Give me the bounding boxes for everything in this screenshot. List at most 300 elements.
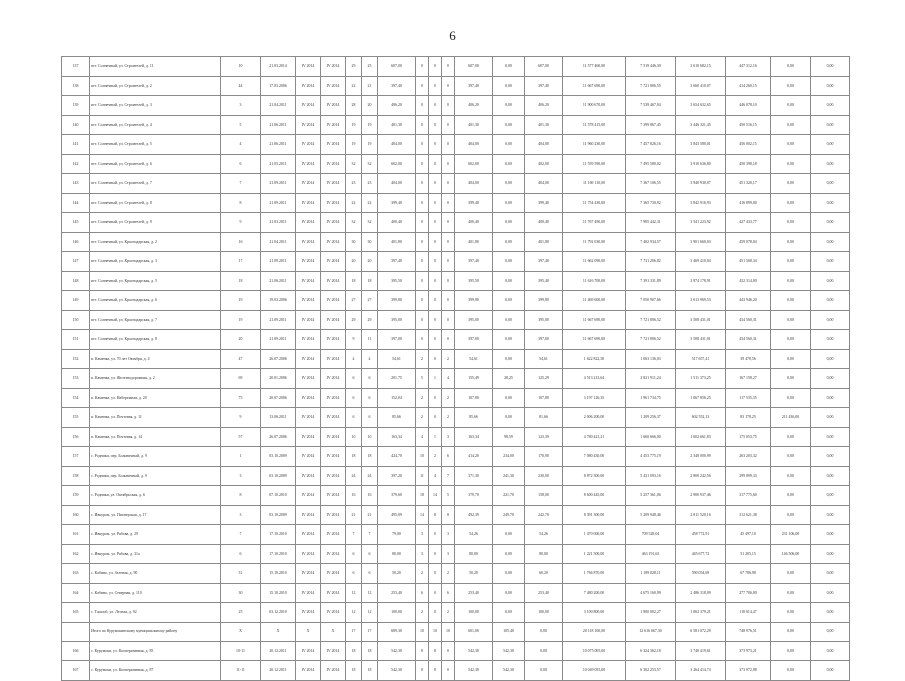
table-cell: 29 [362, 310, 378, 330]
table-cell: 1 221 500,00 [563, 544, 626, 564]
table-cell: 0 [429, 135, 442, 155]
table-cell: 10 075 005,00 [563, 641, 626, 661]
table-cell: 7 [362, 525, 378, 545]
table-cell [62, 622, 90, 641]
table-cell: 211 436,00 [771, 408, 811, 428]
table-cell: 79,00 [378, 525, 416, 545]
table-cell: 0 [442, 213, 455, 233]
table-cell: 2 006 200,00 [563, 408, 626, 428]
table-cell: 397,00 [378, 330, 416, 350]
table-cell: 17 [346, 622, 362, 641]
table-cell: 1 [429, 369, 442, 389]
table-cell: 0 [442, 154, 455, 174]
table-cell: 253,40 [525, 583, 563, 603]
table-cell: 100,00 [525, 603, 563, 623]
table-cell: 10 049 055,00 [563, 661, 626, 681]
table-cell: 167 158,27 [726, 369, 771, 389]
table-cell: 21.03.2011 [261, 213, 296, 233]
table-cell: 83 178,25 [726, 408, 771, 428]
table-cell: 0,00 [811, 310, 850, 330]
table-cell: 3 842 916,93 [676, 193, 726, 213]
table-cell: 21.09.2011 [261, 193, 296, 213]
table-cell: 50,20 [378, 564, 416, 584]
table-cell: 0,00 [771, 641, 811, 661]
table-cell: 54,61 [525, 349, 563, 369]
table-cell: 401,80 [455, 232, 493, 252]
table-cell: 2 [442, 388, 455, 408]
table-cell: 427 433,77 [726, 213, 771, 233]
table-cell: IV 2014 [321, 603, 346, 623]
table-cell: 0 [416, 193, 429, 213]
table-cell: 11 577 460,00 [563, 57, 626, 77]
table-row [62, 115, 850, 135]
table-cell: 4 [221, 135, 261, 155]
table-cell: IV 2014 [321, 213, 346, 233]
table-cell: 0,00 [811, 486, 850, 506]
table-cell: 0 [429, 193, 442, 213]
table-row [62, 330, 850, 350]
table-cell: 10 [416, 622, 429, 641]
table-cell: 18 [416, 486, 429, 506]
table-cell: 153 [62, 369, 90, 389]
table-cell: X [221, 622, 261, 641]
table-cell: пгт. Солнечный, ул. Краснодарская, д. 7 [90, 310, 221, 330]
table-cell: 450 398,18 [726, 154, 771, 174]
table-cell: 5 257 361,06 [626, 486, 676, 506]
table-cell: 0,00 [493, 408, 525, 428]
table-cell: 11 [416, 466, 429, 486]
table-cell: IV 2014 [296, 193, 321, 213]
table-cell: 0 [429, 564, 442, 584]
table-cell: 0 [416, 330, 429, 350]
table-cell: 0,00 [771, 193, 811, 213]
table-cell: 147 [62, 252, 90, 272]
table-cell: 0,00 [811, 115, 850, 135]
table-cell: 137 [62, 57, 90, 77]
table-row [62, 603, 850, 623]
table-cell: 18 [346, 661, 362, 681]
table-cell: 107,80 [525, 388, 563, 408]
table-cell: IV 2014 [296, 369, 321, 389]
table-cell: 0 [429, 252, 442, 272]
table-cell: 2 800 242,56 [676, 466, 726, 486]
table-cell: 0,00 [493, 193, 525, 213]
table-cell: IV 2014 [296, 135, 321, 155]
table-row [62, 76, 850, 96]
table-cell: 7 721 806,55 [626, 76, 676, 96]
table-cell: 7 985 442,31 [626, 213, 676, 233]
table-cell: 21.09.2011 [261, 252, 296, 272]
table-cell: 446 078,10 [726, 96, 771, 116]
table-cell: 0,00 [493, 232, 525, 252]
table-cell: 0,00 [771, 252, 811, 272]
table-cell: 161 [62, 525, 90, 545]
table-cell: IV 2014 [321, 447, 346, 467]
table-cell: 0,00 [811, 174, 850, 194]
table-cell: 32 [346, 154, 362, 174]
table-cell: IV 2014 [321, 76, 346, 96]
table-cell: 11 960 230,00 [563, 135, 626, 155]
table-cell: 03.10.2009 [261, 466, 296, 486]
table-cell: 0,00 [811, 525, 850, 545]
table-cell: 158 [62, 466, 90, 486]
table-cell: 20.01.2006 [261, 369, 296, 389]
table-cell: пгт. Солнечный, ул. Строителей, д. 8 [90, 193, 221, 213]
table-cell: 21.09.2011 [261, 174, 296, 194]
table-cell: 4 [429, 466, 442, 486]
table-cell: с. Кабино, ул. Зеленая, д. 90 [90, 564, 221, 584]
table-cell: 1 470 000,00 [563, 525, 626, 545]
table-cell: 3 [221, 96, 261, 116]
table-cell: 602,00 [455, 154, 493, 174]
table-cell: 0,00 [493, 154, 525, 174]
table-cell: 20 [362, 96, 378, 116]
table-cell: 6 [346, 564, 362, 584]
table-cell: 7 080 430,00 [563, 447, 626, 467]
table-cell: 0 [429, 154, 442, 174]
table-cell: 19 [221, 291, 261, 311]
table-cell: 2 [416, 408, 429, 428]
table-cell: 44 [221, 76, 261, 96]
table-cell: 19.03.2006 [261, 291, 296, 311]
table-cell: 0,00 [811, 603, 850, 623]
table-cell: IV 2014 [321, 408, 346, 428]
table-cell: 0,00 [493, 115, 525, 135]
table-cell: 165 [62, 603, 90, 623]
table-cell: 3 508 431,01 [676, 330, 726, 350]
table-cell: 17.10.2010 [261, 544, 296, 564]
table-cell: 8 [442, 505, 455, 525]
table-cell: 0 [429, 174, 442, 194]
table-cell: X [321, 622, 346, 641]
table-total-row [62, 622, 850, 641]
table-cell: 31 [221, 564, 261, 584]
table-cell: 170,90 [525, 447, 563, 467]
table-cell: 54,26 [455, 525, 493, 545]
table-cell: 11 667 690,00 [563, 330, 626, 350]
table-cell: 7 399 867,45 [626, 115, 676, 135]
table-cell: 0,00 [811, 349, 850, 369]
table-cell: 2 821 911,24 [626, 369, 676, 389]
table-cell: 3 [442, 427, 455, 447]
table-cell: 0 [416, 115, 429, 135]
table-cell: IV 2014 [296, 564, 321, 584]
table-cell: 4 [346, 349, 362, 369]
table-cell: 0,00 [811, 330, 850, 350]
table-row [62, 271, 850, 291]
table-cell: IV 2014 [296, 641, 321, 661]
table-cell: 1 766 870,00 [563, 564, 626, 584]
table-cell: 10-11 [221, 641, 261, 661]
table-cell: 0,00 [811, 291, 850, 311]
table-cell: 0 [429, 271, 442, 291]
table-cell: 709 528,04 [626, 525, 676, 545]
table-cell: 7 [221, 525, 261, 545]
table-cell: 0,00 [811, 427, 850, 447]
table-cell: 8 [429, 661, 442, 681]
table-cell: с. Ивкуром, ул. Рябова, д. 31а [90, 544, 221, 564]
table-cell: 21 [362, 505, 378, 525]
table-cell: 397,00 [455, 330, 493, 350]
table-cell: 253,40 [378, 583, 416, 603]
table-cell: 0 [429, 388, 442, 408]
table-cell: 0,00 [811, 57, 850, 77]
table-cell: 542,30 [493, 641, 525, 661]
table-cell: 406,20 [455, 96, 493, 116]
table-cell: 0 [416, 291, 429, 311]
table-cell: 12 [346, 583, 362, 603]
table-cell: 3 843 580,01 [676, 135, 726, 155]
table-cell: 0 [416, 135, 429, 155]
table-cell: 162 [62, 544, 90, 564]
table-cell: 24 [346, 466, 362, 486]
table-cell: 21.09.2011 [261, 310, 296, 330]
table-cell: 3 654 632,65 [676, 96, 726, 116]
table-cell: 0,00 [811, 369, 850, 389]
table-cell: 0,00 [493, 583, 525, 603]
table-cell: 81,66 [525, 408, 563, 428]
table-cell: 10 [429, 622, 442, 641]
table-cell: с. Родники, пер. Больничный, д. 9 [90, 447, 221, 467]
table-cell: 4 [442, 369, 455, 389]
table-cell: 6 [346, 369, 362, 389]
table-cell: 0 [442, 291, 455, 311]
table-cell: 100,00 [378, 603, 416, 623]
table-cell: 0 [416, 232, 429, 252]
table-cell: 0,00 [493, 544, 525, 564]
table-cell: 542,30 [378, 641, 416, 661]
table-cell: 15.10.2010 [261, 583, 296, 603]
table-row [62, 57, 850, 77]
table-cell: 13.06.2011 [261, 408, 296, 428]
table-cell: IV 2014 [321, 661, 346, 681]
table-cell: 20.12.2011 [261, 641, 296, 661]
table-cell: 32 [362, 213, 378, 233]
table-cell: 0,00 [771, 96, 811, 116]
table-cell: 0,00 [771, 330, 811, 350]
table-cell: 12 [362, 583, 378, 603]
table-cell: 6 [221, 544, 261, 564]
table-cell: 21 [362, 76, 378, 96]
table-row [62, 310, 850, 330]
table-cell: пгт. Солнечный, ул. Краснодарская, д. 3 [90, 252, 221, 272]
table-cell: 0 [429, 544, 442, 564]
table-cell: 11 900 670,00 [563, 96, 626, 116]
table-cell: IV 2014 [296, 447, 321, 467]
table-cell: 0,00 [525, 622, 563, 641]
table-cell: 3 [416, 525, 429, 545]
table-cell: 0,00 [811, 505, 850, 525]
table-cell: 152,04 [378, 388, 416, 408]
table-cell: 414 260,15 [726, 76, 771, 96]
table-row [62, 641, 850, 661]
table-cell: 404,00 [525, 135, 563, 155]
table-cell: 80,00 [455, 544, 493, 564]
table-cell: 404,00 [455, 174, 493, 194]
table-cell: 253,40 [455, 583, 493, 603]
table-cell: п. Каменка, ул. Железнодорожная, д. 2 [90, 369, 221, 389]
table-cell: 0 [429, 583, 442, 603]
table-cell: 397,40 [455, 252, 493, 272]
table-cell: 0,00 [493, 564, 525, 584]
table-cell: 16 [221, 232, 261, 252]
table-cell: 18 [346, 271, 362, 291]
table-cell: 0,00 [771, 447, 811, 467]
table-cell: 5 209 948,46 [626, 505, 676, 525]
table-cell: IV 2014 [321, 505, 346, 525]
table-cell: 150 [62, 310, 90, 330]
table-cell: 2 [442, 603, 455, 623]
table-cell: 22 [362, 193, 378, 213]
table-cell: 21.06.2011 [261, 115, 296, 135]
table-cell: 3 610 682,15 [676, 57, 726, 77]
table-cell: 395,40 [525, 271, 563, 291]
table-cell: X [296, 622, 321, 641]
table-cell: 163,34 [455, 427, 493, 447]
table-cell: 0,00 [811, 271, 850, 291]
table-cell: 155,49 [455, 369, 493, 389]
table-cell: 7 [346, 525, 362, 545]
table-cell: 1 961 734,75 [626, 388, 676, 408]
table-cell: 7 495 580,02 [626, 154, 676, 174]
table-cell: 0,00 [771, 271, 811, 291]
table-cell: 105,40 [493, 622, 525, 641]
table-cell: 0,00 [771, 564, 811, 584]
table-cell: 138 [62, 76, 90, 96]
table-cell: IV 2014 [296, 57, 321, 77]
table-cell: 0,00 [493, 252, 525, 272]
table-cell: 8 [429, 505, 442, 525]
table-body [62, 57, 850, 681]
table-cell: 8 [416, 661, 429, 681]
table-cell: 21.04.2011 [261, 96, 296, 116]
table-cell: 0 [442, 271, 455, 291]
table-cell: пгт. Солнечный, ул. Строителей, д. 7 [90, 174, 221, 194]
table-cell: пгт. Солнечный, ул. Строителей, д. 9 [90, 213, 221, 233]
table-cell: пгт. Солнечный, ул. Строителей, д. 5 [90, 135, 221, 155]
table-cell: 414,20 [455, 447, 493, 467]
table-cell: 12 [346, 603, 362, 623]
table-cell: 21 [346, 505, 362, 525]
table-cell: IV 2014 [321, 154, 346, 174]
table-cell: 21.05.2011 [261, 154, 296, 174]
table-cell: 11-11 [221, 661, 261, 681]
table-cell: 5 [221, 115, 261, 135]
table-cell: 11 767 490,00 [563, 213, 626, 233]
table-cell: 23 [362, 174, 378, 194]
table-cell: 7 457 826,16 [626, 135, 676, 155]
table-cell: 0 [442, 661, 455, 681]
table-cell: 542,30 [378, 661, 416, 681]
table-cell: 118 014,47 [726, 603, 771, 623]
table-cell: 19 [362, 115, 378, 135]
table-row [62, 408, 850, 428]
table-cell: 542,30 [455, 661, 493, 681]
table-cell: 85,66 [378, 408, 416, 428]
table-cell: 18 [362, 271, 378, 291]
table-cell: 517 657,41 [676, 349, 726, 369]
table-cell: 0 [429, 96, 442, 116]
table-cell: 0 [429, 349, 442, 369]
table-cell: 7 731 206,82 [626, 252, 676, 272]
table-cell: 6 302 253,57 [626, 661, 676, 681]
table-cell: 3 446 321,45 [676, 115, 726, 135]
table-cell: 80,00 [378, 544, 416, 564]
table-cell: 67 786,98 [726, 564, 771, 584]
table-cell: 2 [442, 564, 455, 584]
table-cell: 9 [346, 330, 362, 350]
table-cell: 3 264 414,74 [676, 661, 726, 681]
table-cell: IV 2014 [321, 486, 346, 506]
table-cell: 463 191,63 [626, 544, 676, 564]
table-cell: 20 118 100,00 [563, 622, 626, 641]
table-cell: 443 946,20 [726, 291, 771, 311]
table-cell: пгт. Солнечный, ул. Строителей, д. 11 [90, 57, 221, 77]
table-cell: 6 [362, 564, 378, 584]
table-cell: 1 063 136,03 [626, 349, 676, 369]
table-cell: 602,00 [378, 154, 416, 174]
table-cell: 156 [62, 427, 90, 447]
table-cell: 590 054,69 [676, 564, 726, 584]
table-cell: 3 874 178,91 [676, 271, 726, 291]
table-cell: 6 [442, 447, 455, 467]
table-cell: IV 2014 [296, 174, 321, 194]
table-cell: 11 792 030,00 [563, 232, 626, 252]
table-cell: 0,00 [493, 135, 525, 155]
table-cell: IV 2014 [296, 466, 321, 486]
table-cell: 0,00 [771, 213, 811, 233]
table-row [62, 154, 850, 174]
table-cell: 263 203,32 [726, 447, 771, 467]
table-cell: 6 [362, 544, 378, 564]
table-cell: 21.06.2011 [261, 271, 296, 291]
table-cell: 4 780 421,21 [563, 427, 626, 447]
table-cell: 399,80 [525, 291, 563, 311]
table-cell: 152 [62, 349, 90, 369]
table-cell: 3 [416, 544, 429, 564]
table-cell: IV 2014 [296, 525, 321, 545]
table-cell: 2 [416, 564, 429, 584]
table-cell: 69 [221, 369, 261, 389]
table-cell: 140 [62, 115, 90, 135]
table-cell: 397,40 [378, 252, 416, 272]
table-cell: 397,00 [525, 330, 563, 350]
table-cell: 395,00 [455, 310, 493, 330]
table-row [62, 447, 850, 467]
table-cell: 0 [416, 76, 429, 96]
table-cell: 434 560,31 [726, 330, 771, 350]
table-cell: 7 [221, 174, 261, 194]
table-cell: 11 169 110,00 [563, 174, 626, 194]
table-cell: 0 [416, 154, 429, 174]
table-cell: 149 [62, 291, 90, 311]
table-cell: 0,00 [811, 76, 850, 96]
table-cell: пгт. Солнечный, ул. Строителей, д. 3 [90, 96, 221, 116]
table-cell: 0,00 [493, 525, 525, 545]
table-cell: 601,00 [455, 622, 493, 641]
table-cell: 432 314,00 [726, 271, 771, 291]
housing-table [61, 56, 850, 681]
table-cell: 0 [416, 271, 429, 291]
table-cell: 27 [362, 291, 378, 311]
table-cell: 19 [346, 115, 362, 135]
table-cell: IV 2014 [296, 544, 321, 564]
table-cell: 6 [346, 408, 362, 428]
table-cell: 0 [429, 408, 442, 428]
table-cell: 399,40 [455, 193, 493, 213]
table-cell: 0,00 [771, 661, 811, 681]
table-cell: 20 [221, 330, 261, 350]
